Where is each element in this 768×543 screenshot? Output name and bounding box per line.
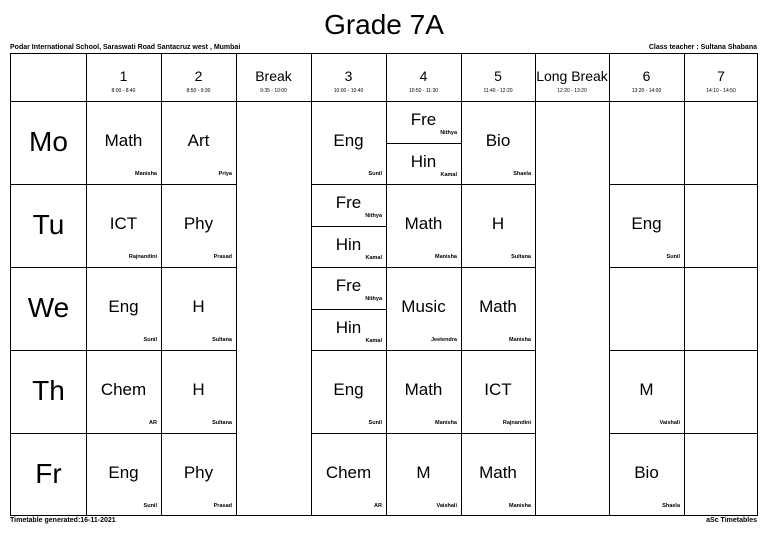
lesson-teacher: Nithya: [365, 213, 382, 219]
lesson-teacher: Sultana: [212, 337, 232, 343]
column-header: [535, 54, 609, 101]
lesson-cell[interactable]: [461, 184, 535, 267]
column-header: [236, 54, 311, 101]
lesson-cell[interactable]: [86, 101, 161, 184]
lesson-subject: Bio: [634, 463, 659, 482]
lesson-cell[interactable]: [161, 267, 236, 350]
lesson-teacher: Prasad: [213, 254, 232, 260]
lesson-teacher: Sunil: [368, 171, 382, 177]
lesson-teacher: AR: [149, 420, 157, 426]
day-name: Mo: [29, 126, 68, 157]
lesson-cell[interactable]: [161, 184, 236, 267]
lesson-teacher: Rajnandini: [128, 254, 157, 260]
lesson-cell[interactable]: [311, 433, 386, 516]
day-name: Fr: [35, 458, 62, 489]
lesson-teacher: Manisha: [508, 503, 531, 509]
lesson-subject: H: [192, 380, 205, 399]
lesson-cell[interactable]: [386, 267, 461, 350]
software-credit: aSc Timetables: [706, 517, 757, 524]
column-time: 10:00 - 10:40: [333, 88, 364, 94]
school-name: Podar International School, Saraswati Road Santacruz west , Mumbai: [10, 44, 241, 51]
lesson-teacher: Sunil: [143, 503, 157, 509]
column-time: 11:40 - 12:20: [483, 88, 513, 94]
lesson-cell[interactable]: [161, 350, 236, 433]
lesson-subject: Eng: [108, 297, 139, 316]
lesson-subject: Eng: [333, 380, 364, 399]
lesson-teacher: Nithya: [440, 130, 457, 136]
lesson-subject: M: [416, 463, 431, 482]
lesson-cell[interactable]: [609, 184, 684, 267]
lesson-subject: Hin: [410, 152, 437, 171]
column-label: 7: [717, 68, 725, 84]
grid-row-divider: [11, 350, 86, 351]
lesson-teacher: AR: [374, 503, 382, 509]
column-label: 5: [494, 68, 502, 84]
lesson-subject: Hin: [335, 235, 362, 254]
column-time: 10:50 - 11:30: [408, 88, 439, 94]
column-time: 8:00 - 8:40: [111, 88, 136, 94]
class-teacher: Class teacher : Sultana Shabana: [648, 44, 757, 51]
lesson-teacher: Sunil: [666, 254, 680, 260]
lesson-cell[interactable]: [311, 267, 386, 309]
lesson-teacher: Sunil: [143, 337, 157, 343]
column-label: 1: [119, 68, 128, 84]
lesson-teacher: Vaishali: [659, 420, 680, 426]
lesson-subject: Math: [479, 463, 517, 482]
grid-col-divider: [236, 54, 237, 515]
timetable-grid: [10, 53, 758, 516]
lesson-cell[interactable]: [86, 267, 161, 350]
lesson-teacher: Sultana: [212, 420, 232, 426]
column-header: [461, 54, 535, 101]
lesson-cell[interactable]: [311, 350, 386, 433]
lesson-teacher: Jeetendra: [431, 337, 457, 343]
lesson-subject: ICT: [109, 214, 138, 233]
column-header: [609, 54, 684, 101]
lesson-subject: Fre: [335, 276, 362, 295]
lesson-teacher: Kamal: [440, 172, 457, 178]
lesson-subject: Art: [187, 131, 210, 150]
lesson-subject: Math: [404, 380, 443, 399]
column-label: Break: [255, 68, 292, 84]
column-header: [386, 54, 461, 101]
grid-col-divider: [684, 54, 685, 515]
column-header: [161, 54, 236, 101]
lesson-subject: Phy: [183, 463, 214, 482]
column-label: 3: [344, 68, 353, 84]
grid-row-divider: [609, 267, 684, 268]
lesson-teacher: Sultana: [511, 254, 531, 260]
lesson-cell[interactable]: [609, 350, 684, 433]
lesson-subject: M: [639, 380, 654, 399]
lesson-subject: Fre: [335, 193, 362, 212]
lesson-teacher: Kamal: [365, 338, 382, 344]
day-name: We: [27, 292, 70, 323]
page-title: Grade 7A: [324, 9, 444, 40]
lesson-cell[interactable]: [461, 350, 535, 433]
lesson-cell[interactable]: [386, 350, 461, 433]
lesson-cell[interactable]: [86, 184, 161, 267]
grid-row-divider: [684, 350, 758, 351]
lesson-teacher: Shaela: [513, 171, 531, 177]
lesson-teacher: Shaela: [662, 503, 680, 509]
grid-row-divider: [684, 433, 758, 434]
lesson-cell[interactable]: [86, 433, 161, 516]
lesson-subject: H: [192, 297, 205, 316]
grid-row-divider: [11, 267, 86, 268]
lesson-subject: Math: [404, 214, 443, 233]
lesson-subject: H: [491, 214, 505, 233]
lesson-cell[interactable]: [386, 101, 461, 143]
lesson-teacher: Vaishali: [436, 503, 457, 509]
lesson-cell[interactable]: [461, 433, 535, 516]
lesson-subject: ICT: [484, 380, 512, 399]
column-label: Long Break: [536, 68, 608, 84]
lesson-subject: Eng: [108, 463, 139, 482]
column-header: [86, 54, 161, 101]
column-time: 12:20 - 13:20: [557, 88, 587, 94]
lesson-cell[interactable]: [386, 184, 461, 267]
lesson-teacher: Manisha: [434, 254, 457, 260]
lesson-cell[interactable]: [161, 101, 236, 184]
column-header: [684, 54, 758, 101]
lesson-subject: Math: [479, 297, 517, 316]
column-label: 2: [194, 68, 203, 84]
lesson-cell[interactable]: [311, 226, 386, 267]
grid-row-divider: [684, 184, 758, 185]
column-time: 14:10 - 14:50: [706, 88, 736, 94]
lesson-subject: Eng: [333, 131, 364, 150]
column-label: 4: [419, 68, 428, 84]
lesson-cell[interactable]: [311, 101, 386, 184]
lesson-teacher: Prasad: [213, 503, 232, 509]
day-name: Th: [32, 375, 65, 406]
lesson-teacher: Rajnandini: [502, 420, 531, 426]
lesson-teacher: Sunil: [368, 420, 382, 426]
lesson-subject: Phy: [183, 214, 214, 233]
lesson-teacher: Manisha: [508, 337, 531, 343]
lesson-subject: Math: [104, 131, 143, 150]
day-name: Tu: [32, 209, 65, 240]
lesson-subject: Fre: [410, 110, 437, 129]
column-time: 9:35 - 10:00: [260, 88, 287, 94]
lesson-subject: Music: [401, 297, 446, 316]
grid-row-divider: [11, 184, 86, 185]
lesson-cell[interactable]: [161, 433, 236, 516]
lesson-subject: Chem: [325, 463, 372, 482]
column-label: 6: [642, 68, 651, 84]
lesson-cell[interactable]: [311, 309, 386, 350]
lesson-teacher: Nithya: [365, 296, 382, 302]
lesson-teacher: Kamal: [365, 255, 382, 261]
lesson-teacher: Priya: [218, 171, 232, 177]
column-header: [311, 54, 386, 101]
grid-row-divider: [11, 433, 86, 434]
lesson-teacher: Manisha: [434, 420, 457, 426]
lesson-cell[interactable]: [386, 143, 461, 184]
grid-col-divider: [535, 54, 536, 515]
lesson-subject: Hin: [335, 318, 362, 337]
lesson-cell[interactable]: [461, 101, 535, 184]
lesson-cell[interactable]: [609, 433, 684, 516]
lesson-teacher: Manisha: [134, 171, 157, 177]
lesson-subject: Eng: [631, 214, 662, 233]
column-time: 8:50 - 9:30: [186, 88, 211, 94]
lesson-cell[interactable]: [311, 184, 386, 226]
lesson-subject: Bio: [485, 131, 511, 150]
lesson-cell[interactable]: [86, 350, 161, 433]
generated-date: Timetable generated:16-11-2021: [10, 517, 116, 524]
lesson-subject: Chem: [100, 380, 147, 399]
lesson-cell[interactable]: [386, 433, 461, 516]
column-time: 13:20 - 14:00: [631, 88, 662, 94]
lesson-cell[interactable]: [461, 267, 535, 350]
grid-row-divider: [684, 267, 758, 268]
